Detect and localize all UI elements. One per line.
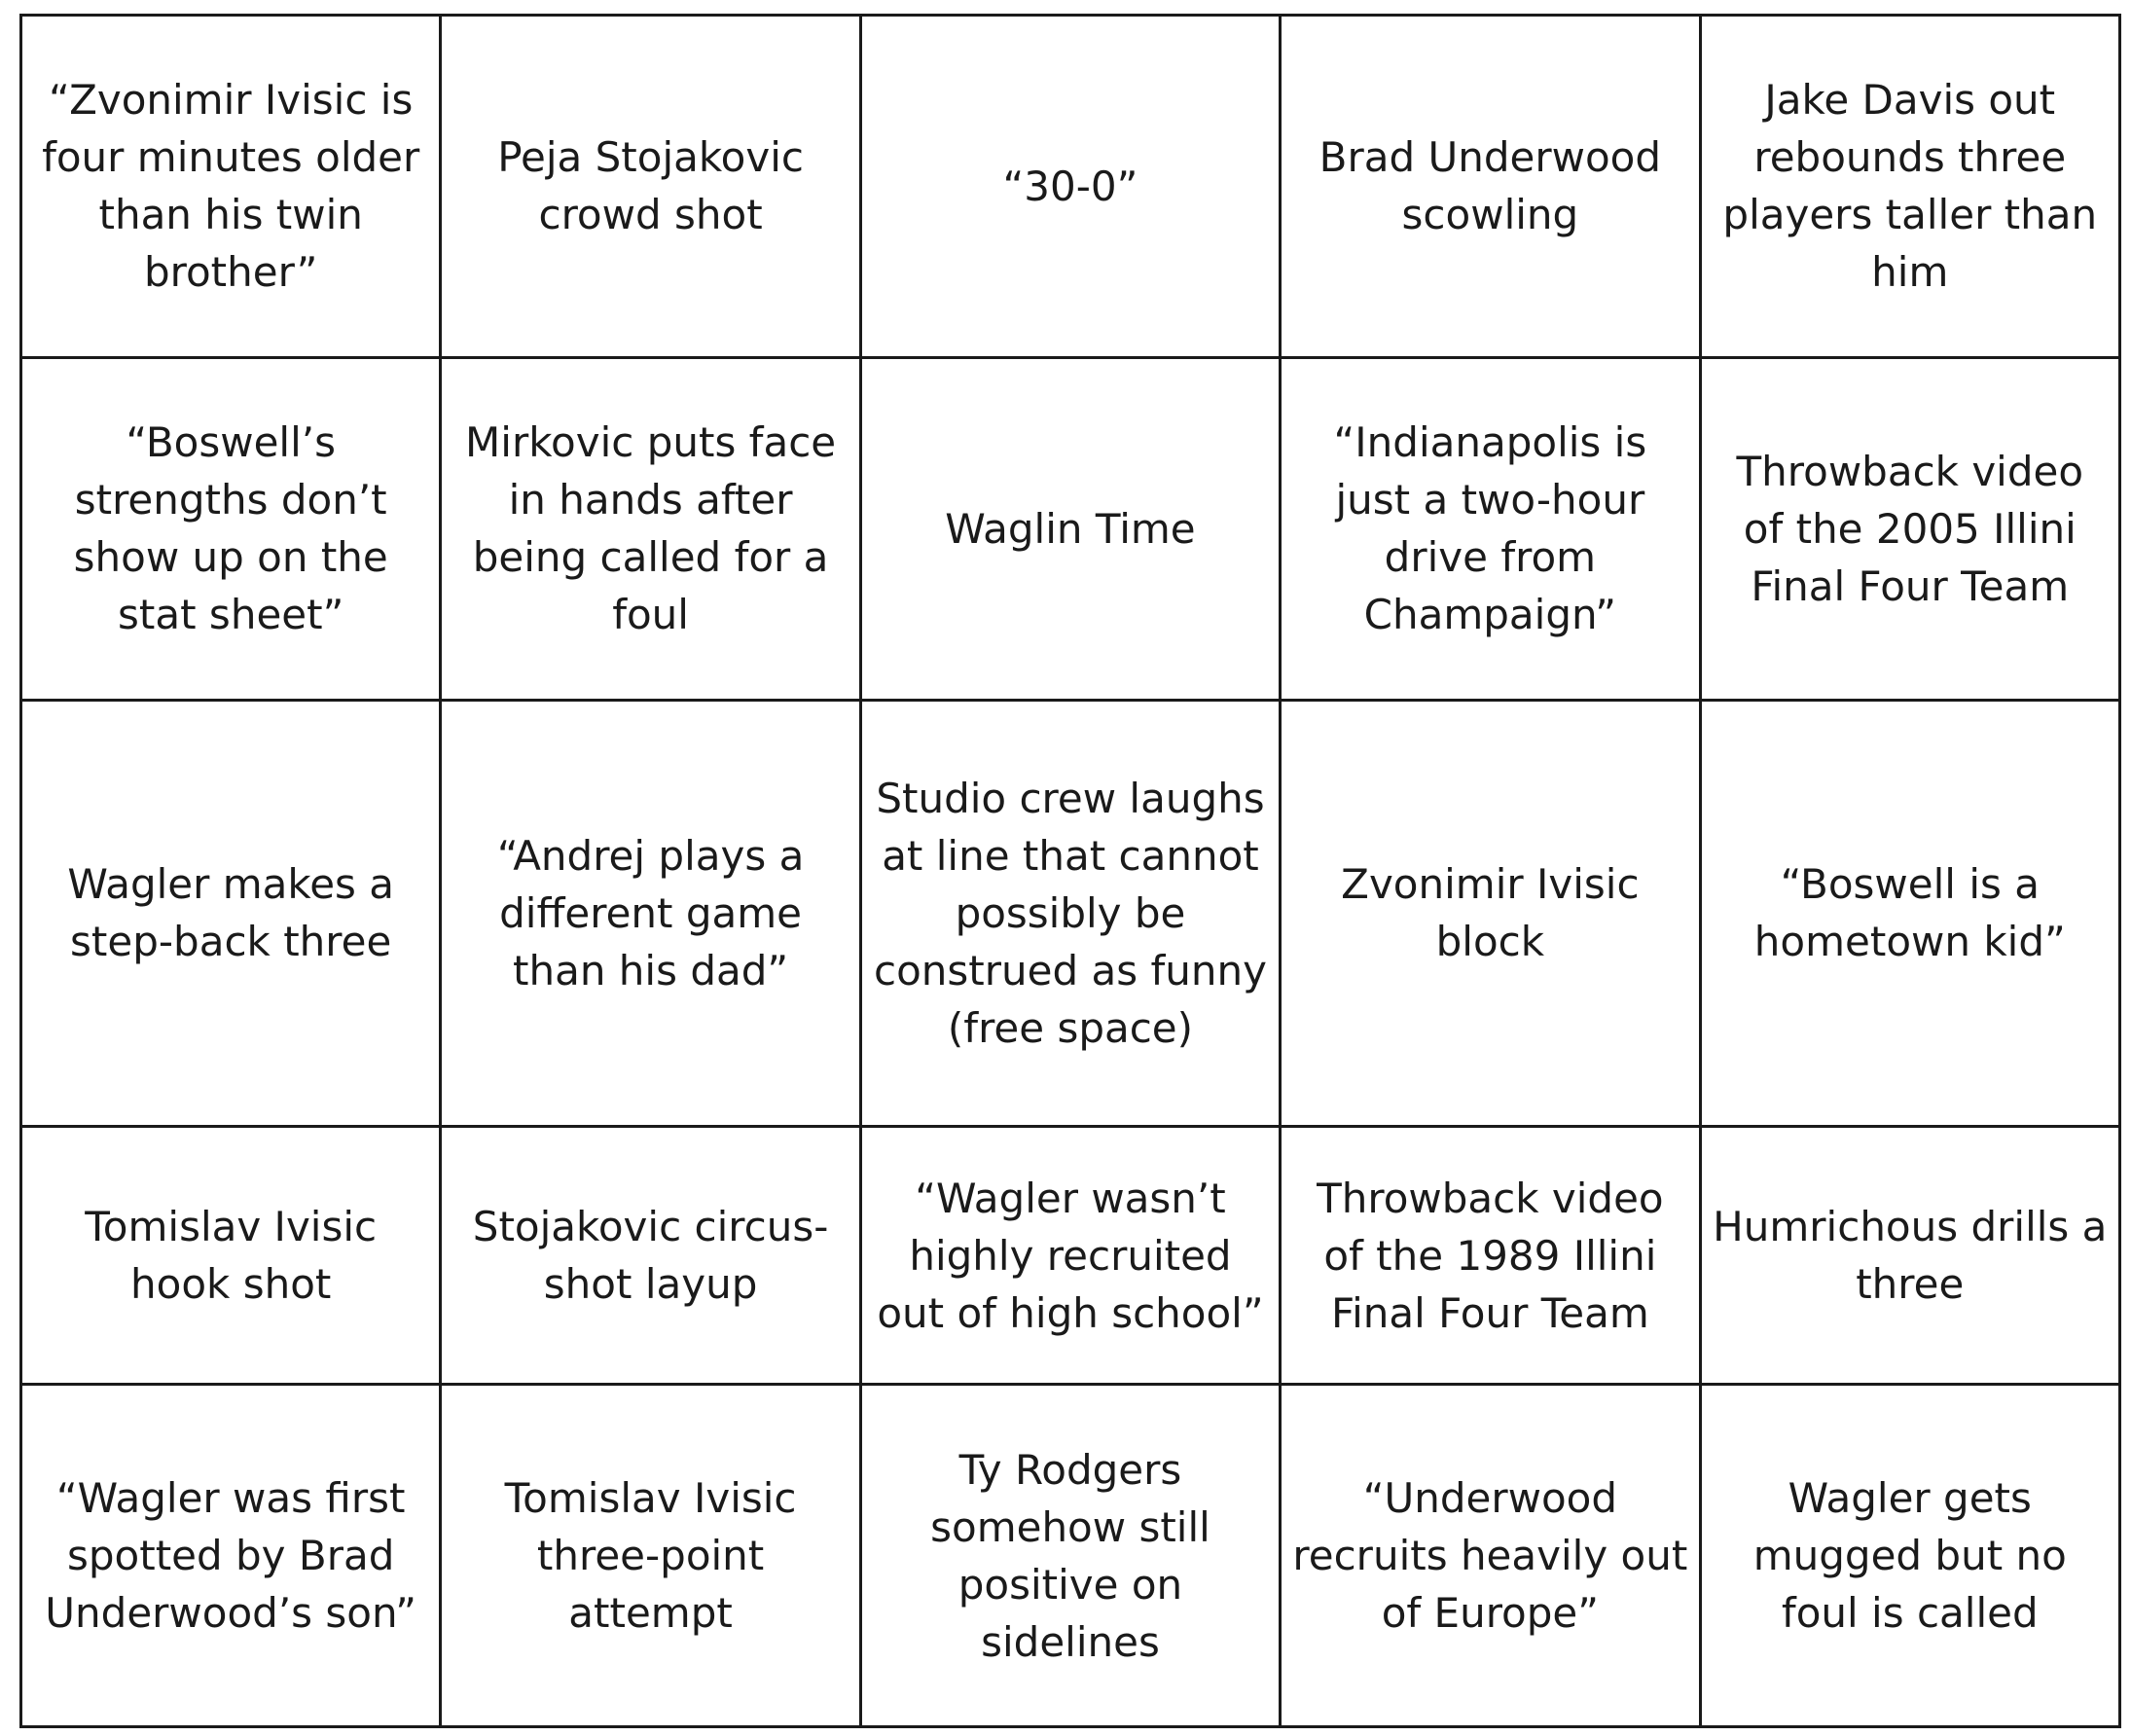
bingo-cell: “Boswell is a hometown kid” [1700,700,2119,1127]
bingo-cell: “Boswell’s strengths don’t show up on the stat sheet” [21,357,441,700]
bingo-cell: Wagler makes a step-back three [21,700,441,1127]
bingo-card-grid [19,14,2121,1728]
bingo-cell: “Indianapolis is just a two-hour drive from Champaign” [1281,357,1700,700]
bingo-cell: Throwback video of the 2005 Illini Final Four Team [1700,357,2119,700]
bingo-cell: “Andrej plays a different game than his dad” [441,700,860,1127]
bingo-cell: Waglin Time [860,357,1280,700]
bingo-cell: Brad Underwood scowling [1281,16,1700,358]
bingo-cell: “30-0” [860,16,1280,358]
bingo-cell: Tomislav Ivisic three-point attempt [441,1385,860,1727]
bingo-row-2 [21,357,2120,700]
bingo-cell: Stojakovic circus-shot layup [441,1127,860,1385]
bingo-cell: “Wagler was first spotted by Brad Underwood’s son” [21,1385,441,1727]
bingo-cell: Throwback video of the 1989 Illini Final Four Team [1281,1127,1700,1385]
bingo-row-4 [21,1127,2120,1385]
bingo-cell: “Underwood recruits heavily out of Europe” [1281,1385,1700,1727]
bingo-cell: Jake Davis out rebounds three players taller than him [1700,16,2119,358]
bingo-cell: Ty Rodgers somehow still positive on sidelines [860,1385,1280,1727]
bingo-cell: Zvonimir Ivisic block [1281,700,1700,1127]
bingo-cell: “Zvonimir Ivisic is four minutes older than his twin brother” [21,16,441,358]
bingo-row-5 [21,1385,2120,1727]
bingo-cell: “Wagler wasn’t highly recruited out of high school” [860,1127,1280,1385]
bingo-cell: Humrichous drills a three [1700,1127,2119,1385]
bingo-cell: Tomislav Ivisic hook shot [21,1127,441,1385]
bingo-cell: Mirkovic puts face in hands after being called for a foul [441,357,860,700]
bingo-cell: Peja Stojakovic crowd shot [441,16,860,358]
bingo-row-1 [21,16,2120,358]
bingo-row-3 [21,700,2120,1127]
bingo-cell: Wagler gets mugged but no foul is called [1700,1385,2119,1727]
bingo-free-space-cell: Studio crew laughs at line that cannot possibly be construed as funny (free space) [860,700,1280,1127]
